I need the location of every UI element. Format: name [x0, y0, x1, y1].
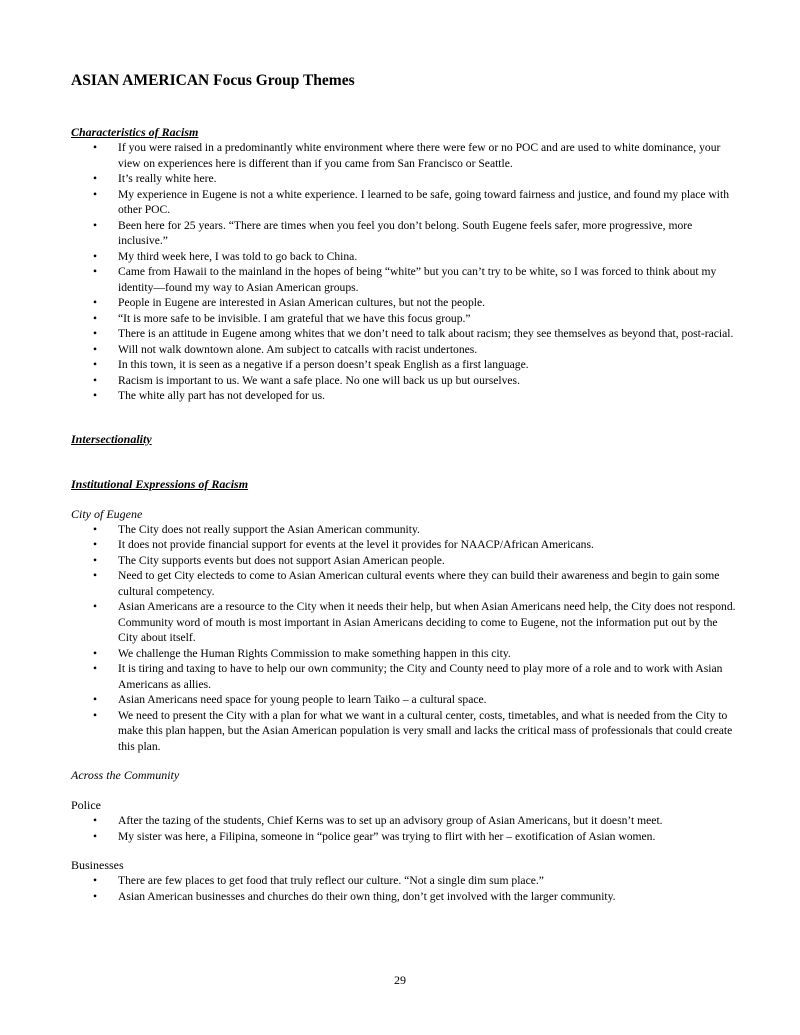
list-item: • After the tazing of the students, Chief Kerns was to set up an advisory group of Asian Americans, but it doesn’t meet.: [71, 813, 736, 829]
page-number: 29: [394, 973, 406, 987]
list-item: • Racism is important to us. We want a safe place. No one will back us up but ourselves.: [71, 373, 736, 389]
police-list: [71, 813, 736, 844]
subheading-businesses: Businesses: [71, 858, 124, 872]
subheading-city-of-eugene: City of Eugene: [71, 506, 143, 521]
list-item: • My sister was here, a Filipina, someone in “police gear” was trying to flirt with her – exotification of Asian women.: [71, 829, 736, 845]
list-item: • “It is more safe to be invisible. I am grateful that we have this focus group.”: [71, 311, 736, 327]
page-title: ASIAN AMERICAN Focus Group Themes: [71, 72, 355, 89]
list-item: • Asian American businesses and churches do their own thing, don’t get involved with the larger community.: [71, 889, 736, 905]
list-item: • We challenge the Human Rights Commission to make something happen in this city.: [71, 646, 736, 662]
list-item: • Need to get City electeds to come to Asian American cultural events where they can build their awareness and begin to gain some cultural competency.: [71, 568, 736, 599]
list-item: • The City supports events but does not support Asian American people.: [71, 553, 736, 569]
section-heading-characteristics: Characteristics of Racism: [71, 125, 199, 139]
document-page: [71, 72, 736, 904]
list-item: • My experience in Eugene is not a white experience. I learned to be safe, going toward fairness and justice, and found my place with other POC.: [71, 187, 736, 218]
list-item: • It is tiring and taxing to have to help our own community; the City and County need to play more of a role and to work with Asian Americans as allies.: [71, 661, 736, 692]
list-item: • Asian Americans are a resource to the City when it needs their help, but when Asian Americans need help, the City does not respond. Community word of mouth is most important in Asian Americans deciding to come to Eugene, not the information put out by the City about itself.: [71, 599, 736, 646]
list-item: • People in Eugene are interested in Asian American cultures, but not the people.: [71, 295, 736, 311]
list-item: • There is an attitude in Eugene among whites that we don’t need to talk about racism; they see themselves as beyond that, post-racial.: [71, 326, 736, 342]
section-heading-intersectionality: Intersectionality: [71, 431, 152, 446]
list-item: • Asian Americans need space for young people to learn Taiko – a cultural space.: [71, 692, 736, 708]
list-item: • The City does not really support the Asian American community.: [71, 522, 736, 538]
list-item: • The white ally part has not developed for us.: [71, 388, 736, 404]
section-heading-institutional: Institutional Expressions of Racism: [71, 476, 249, 491]
list-item: • In this town, it is seen as a negative if a person doesn’t speak English as a first language.: [71, 357, 736, 373]
list-item: • It does not provide financial support for events at the level it provides for NAACP/African Americans.: [71, 537, 736, 553]
characteristics-list: [71, 140, 736, 404]
subheading-police: Police: [71, 798, 101, 812]
list-item: • My third week here, I was told to go back to China.: [71, 249, 736, 265]
list-item: • Will not walk downtown alone. Am subject to catcalls with racist undertones.: [71, 342, 736, 358]
list-item: • Came from Hawaii to the mainland in the hopes of being “white” but you can’t try to be white, so I was forced to think about my identity—found my way to Asian American groups.: [71, 264, 736, 295]
list-item: • If you were raised in a predominantly white environment where there were few or no POC and are used to white dominance, your view on experiences here is different than if you came from San Francisco or Seattle.: [71, 140, 736, 171]
list-item: • We need to present the City with a plan for what we want in a cultural center, costs, timetables, and what is needed from the City to make this plan happen, but the Asian American population is very small and lacks the critical mass of professionals that could create this plan.: [71, 708, 736, 755]
list-item: • There are few places to get food that truly reflect our culture. “Not a single dim sum place.”: [71, 873, 736, 889]
businesses-list: [71, 873, 736, 904]
list-item: • It’s really white here.: [71, 171, 736, 187]
list-item: • Been here for 25 years. “There are times when you feel you don’t belong. South Eugene feels safer, more progressive, more inclusive.”: [71, 218, 736, 249]
city-list: [71, 522, 736, 755]
subheading-across-community: Across the Community: [71, 768, 180, 782]
